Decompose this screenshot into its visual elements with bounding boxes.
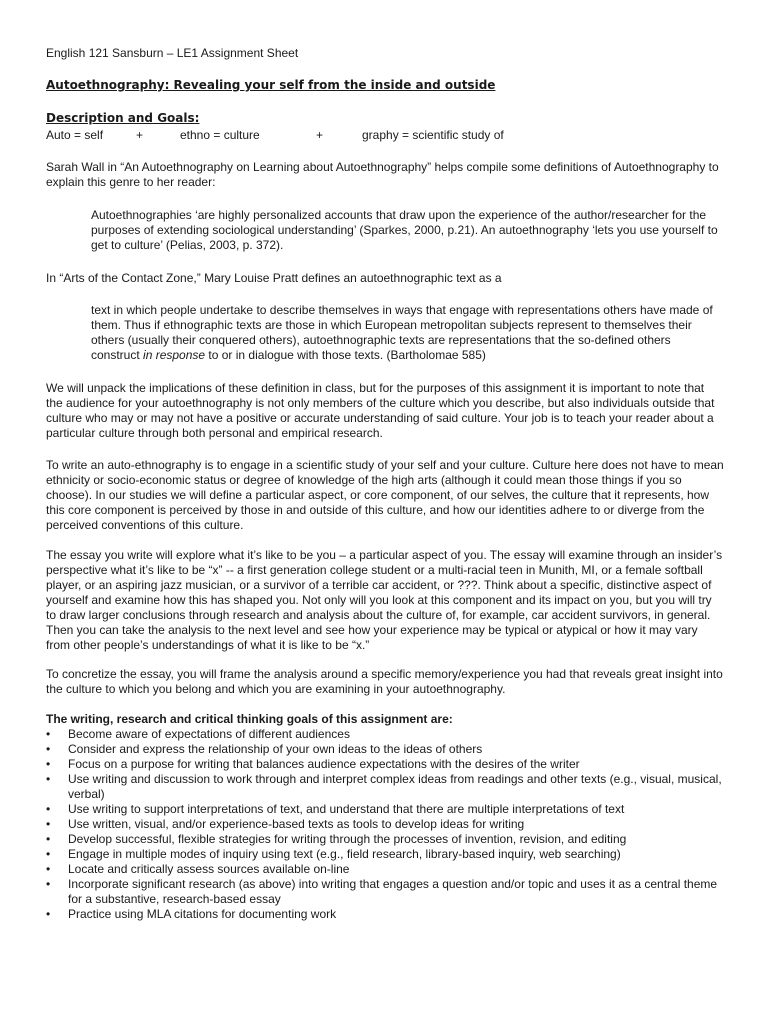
- bullet-icon: •: [46, 727, 51, 741]
- definition-formula: [46, 128, 726, 143]
- pratt-quote-text: text in which people undertake to describe themselves in ways that engage with representations others have made of them. Thus if ethnographic texts are those in which European metropolitan subjects represent to themselves their others (usually their conquered others), autoethnographic texts are representations that the so-defined others construct: [91, 303, 713, 362]
- bullet-icon: •: [46, 817, 51, 831]
- list-item: • Become aware of expectations of different audiences: [46, 727, 350, 741]
- bullet-icon: •: [46, 847, 51, 861]
- bullet-icon: •: [46, 772, 51, 786]
- bullet-icon: •: [46, 877, 51, 891]
- list-item: • Engage in multiple modes of inquiry using text (e.g., field research, library-based inquiry, web searching): [46, 847, 621, 861]
- bullet-icon: •: [46, 757, 51, 771]
- list-item: • Locate and critically assess sources available on-line: [46, 862, 350, 876]
- formula-plus-1: +: [136, 128, 144, 142]
- formula-ethno: ethno = culture: [180, 128, 260, 142]
- paragraph-essay-scope: The essay you write will explore what it’s like to be you – a particular aspect of you. The essay will examine through an insider’s perspective what it’s like to be “x” -- a first generation college student or a multi-racial teen in Munith, MI, or a female softball player, or an aspiring jazz musician, or a survivor of a terrible car accident, or ???. Think about a specific, distinctive aspect of yourself and examine how this has shaped you. Not only will you look at this component and its impact on you, but you will try to draw larger conclusions through research and analysis about the culture of, for example, car accident survivors, in general. Then you can take the analysis to the next level and see how your experience may be typical or atypical or how it may vary from other people’s understandings of what it is like to be “x.”: [46, 548, 723, 652]
- bullet-icon: •: [46, 802, 51, 816]
- bullet-icon: •: [46, 742, 51, 756]
- list-item: • Incorporate significant research (as above) into writing that engages a question and/or topic and uses it as a central theme for a substantive, research-based essay: [46, 877, 718, 906]
- list-item: • Consider and express the relationship of your own ideas to the ideas of others: [46, 742, 483, 756]
- pratt-quote-emphasis: in response: [143, 348, 206, 362]
- list-item: • Practice using MLA citations for documenting work: [46, 907, 337, 921]
- bullet-icon: •: [46, 862, 51, 876]
- paragraph-audience: We will unpack the implications of these definition in class, but for the purposes of this assignment it is important to note that the audience for your autoethnography is not only members of the culture which you describe, but also individuals outside that culture who may or may not have a positive or accurate understanding of said culture. Your job is to teach your reader about a particular culture through both personal and empirical research.: [46, 381, 715, 440]
- course-header: English 121 Sansburn – LE1 Assignment Sheet: [46, 46, 299, 60]
- goals-heading: The writing, research and critical thinking goals of this assignment are:: [46, 712, 453, 726]
- block-quote-pratt: [91, 303, 719, 363]
- list-item: • Develop successful, flexible strategies for writing through the processes of invention, revision, and editing: [46, 832, 627, 846]
- assignment-title: Autoethnography: Revealing your self from the inside and outside: [46, 78, 496, 92]
- formula-graphy: graphy = scientific study of: [362, 128, 504, 142]
- pratt-quote-citation: to or in dialogue with those texts. (Bartholomae 585): [205, 348, 486, 362]
- list-item: • Focus on a purpose for writing that balances audience expectations with the desires of the writer: [46, 757, 580, 771]
- paragraph-pratt-intro: In “Arts of the Contact Zone,” Mary Louise Pratt defines an autoethnographic text as a: [46, 271, 502, 285]
- list-item: • Use written, visual, and/or experience-based texts as tools to develop ideas for writing: [46, 817, 525, 831]
- formula-plus-2: +: [316, 128, 324, 142]
- block-quote-sparkes: Autoethnographies ‘are highly personalized accounts that draw upon the experience of the author/researcher for the purposes of extending sociological understanding’ (Sparkes, 2000, p.21). An autoethnography ‘lets you use yourself to get to culture’ (Pelias, 2003, p. 372).: [91, 208, 718, 252]
- bullet-icon: •: [46, 832, 51, 846]
- goals-list: [46, 727, 724, 922]
- paragraph-culture-definition: To write an auto-ethnography is to engage in a scientific study of your self and your culture. Culture here does not have to mean ethnicity or socio-economic status or degree of knowledge of the high arts (although it could mean those things if you so choose). In our studies we will define a particular aspect, or core component, of our selves, the culture that it represents, how this core component is perceived by those in and outside of this culture, and how our identities adhere to or diverge from the perceived conventions of this culture.: [46, 458, 724, 532]
- description-heading: Description and Goals:: [46, 111, 200, 125]
- bullet-icon: •: [46, 907, 51, 921]
- paragraph-concretize: To concretize the essay, you will frame the analysis around a specific memory/experience you had that reveals great insight into the culture to which you belong and which you are examining in your autoethnography.: [46, 667, 723, 696]
- paragraph-wall-intro: Sarah Wall in “An Autoethnography on Learning about Autoethnography” helps compile some definitions of Autoethnography to explain this genre to her reader:: [46, 160, 719, 189]
- list-item: • Use writing to support interpretations of text, and understand that there are multiple interpretations of text: [46, 802, 625, 816]
- list-item: • Use writing and discussion to work through and interpret complex ideas from readings and other texts (e.g., visual, musical, verbal): [46, 772, 722, 801]
- formula-auto: Auto = self: [46, 128, 104, 142]
